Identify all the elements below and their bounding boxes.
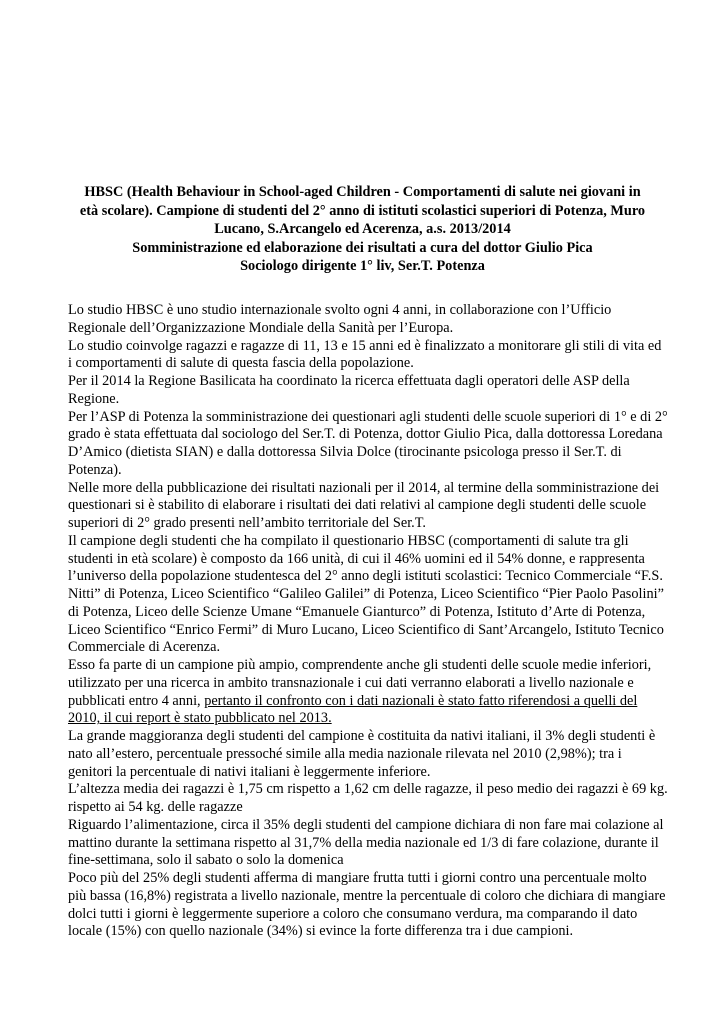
heading-line-4: Somministrazione ed elaborazione dei risultati a cura del dottor Giulio Pica: [132, 239, 593, 256]
heading-line-2: età scolare). Campione di studenti del 2° anno di istituti scolastici superiori di Potenza, Muro: [79, 202, 646, 219]
comparison-text: Esso fa parte di un campione più ampio, comprendente anche gli studenti delle scuole medie inferiori, utilizzato per una ricerca in ambito transnazionale i cui dati verranno elaborati a livello nazionale e pubblicati entro 4 anni,: [68, 657, 652, 709]
heading-line-1: HBSC (Health Behaviour in School-aged Children - Comportamenti di salute nei giovani in: [84, 184, 641, 200]
paragraph-height-weight: L’altezza media dei ragazzi è 1,75 cm rispetto a 1,62 cm delle ragazze, il peso medio dei ragazzi è 69 kg. rispetto ai 54 kg. delle ragazze: [68, 781, 668, 815]
paragraph-hbsc-intro: Lo studio HBSC è uno studio internazionale svolto ogni 4 anni, in collaborazione con l’Ufficio Regionale dell’Organizzazione Mondiale della Sanità per l’Europa.: [68, 302, 612, 336]
paragraph-asp-administration: Per l’ASP di Potenza la somministrazione dei questionari agli studenti delle scuole superiori di 1° e di 2° grado è stata effettuata dal sociologo del Ser.T. di Potenza, dottor Giulio Pica, dalla dottoressa Loredana D’Amico (dietista SIAN) e dalla dottoressa Silvia Dolce (tirocinante psicologa presso il Ser.T. di Potenza).: [68, 408, 668, 478]
comparison-underlined-text: pertanto il confronto con i dati nazionali è stato fatto riferendosi a quelli del 2010, il cui report è stato pubblicato nel 2013.: [68, 692, 638, 727]
heading-line-5: Sociologo dirigente 1° liv, Ser.T. Potenza: [240, 258, 485, 274]
paragraph-study-scope: Lo studio coinvolge ragazzi e ragazze di 11, 13 e 15 anni ed è finalizzato a monitorare gli stili di vita ed i comportamenti di salute di questa fascia della popolazione.: [68, 337, 662, 372]
paragraph-results-elaboration: Nelle more della pubblicazione dei risultati nazionali per il 2014, al termine della somministrazione dei questionari si è stabilito di elaborare i risultati dei dati relativi al campione degli studenti delle scuole superiori di 2° grado presenti nell’ambito territoriale del Ser.T.: [68, 479, 660, 531]
paragraph-breakfast: Riguardo l’alimentazione, circa il 35% degli studenti del campione dichiara di non fare mai colazione al mattino durante la settimana rispetto al 31,7% della media nazionale ed 1/3 di fare colazione, durante il fine-settimana, solo il sabato o solo la domenica: [68, 816, 664, 869]
document-heading: [60, 183, 665, 276]
paragraph-national-comparison: [68, 657, 668, 728]
paragraph-nationality: La grande maggioranza degli studenti del campione è costituita da nativi italiani, il 3% degli studenti è nato all’estero, percentuale pressoché simile alla media nazionale rilevata nel 2010 (2,98%); tra i genitori la percentuale di nativi italiani è leggermente inferiore.: [68, 728, 656, 780]
document-body: [68, 302, 668, 941]
heading-line-3: Lucano, S.Arcangelo ed Acerenza, a.s. 2013/2014: [214, 221, 511, 237]
paragraph-sample-description: Il campione degli studenti che ha compilato il questionario HBSC (comportamenti di salute tra gli studenti in età scolare) è composto da 166 unità, di cui il 46% uomini ed il 54% donne, e rappresenta l’universo della popolazione studentesca del 2° anno degli istituti scolastici: Tecnico Commerciale “F.S. Nitti” di Potenza, Liceo Scientifico “Galileo Galilei” di Potenza, Liceo Scientifico “Pier Paolo Pasolini” di Potenza, Liceo delle Scienze Umane “Emanuele Gianturco” di Potenza, Istituto d’Arte di Potenza, Liceo Scientifico “Enrico Fermi” di Muro Lucano, Liceo Scientifico di Sant’Arcangelo, Istituto Tecnico Commerciale di Acerenza.: [68, 532, 664, 656]
paragraph-fruit-sweets: Poco più del 25% degli studenti afferma di mangiare frutta tutti i giorni contro una percentuale molto più bassa (16,8%) registrata a livello nazionale, mentre la percentuale di coloro che dichiara di mangiare dolci tutti i giorni è leggermente superiore a coloro che consumano verdura, ma comparando il dato locale (15%) con quello nazionale (34%) si evince la forte differenza tra i due campioni.: [68, 870, 666, 940]
paragraph-region-coordination: Per il 2014 la Regione Basilicata ha coordinato la ricerca effettuata dagli operatori delle ASP della Regione.: [68, 373, 630, 407]
